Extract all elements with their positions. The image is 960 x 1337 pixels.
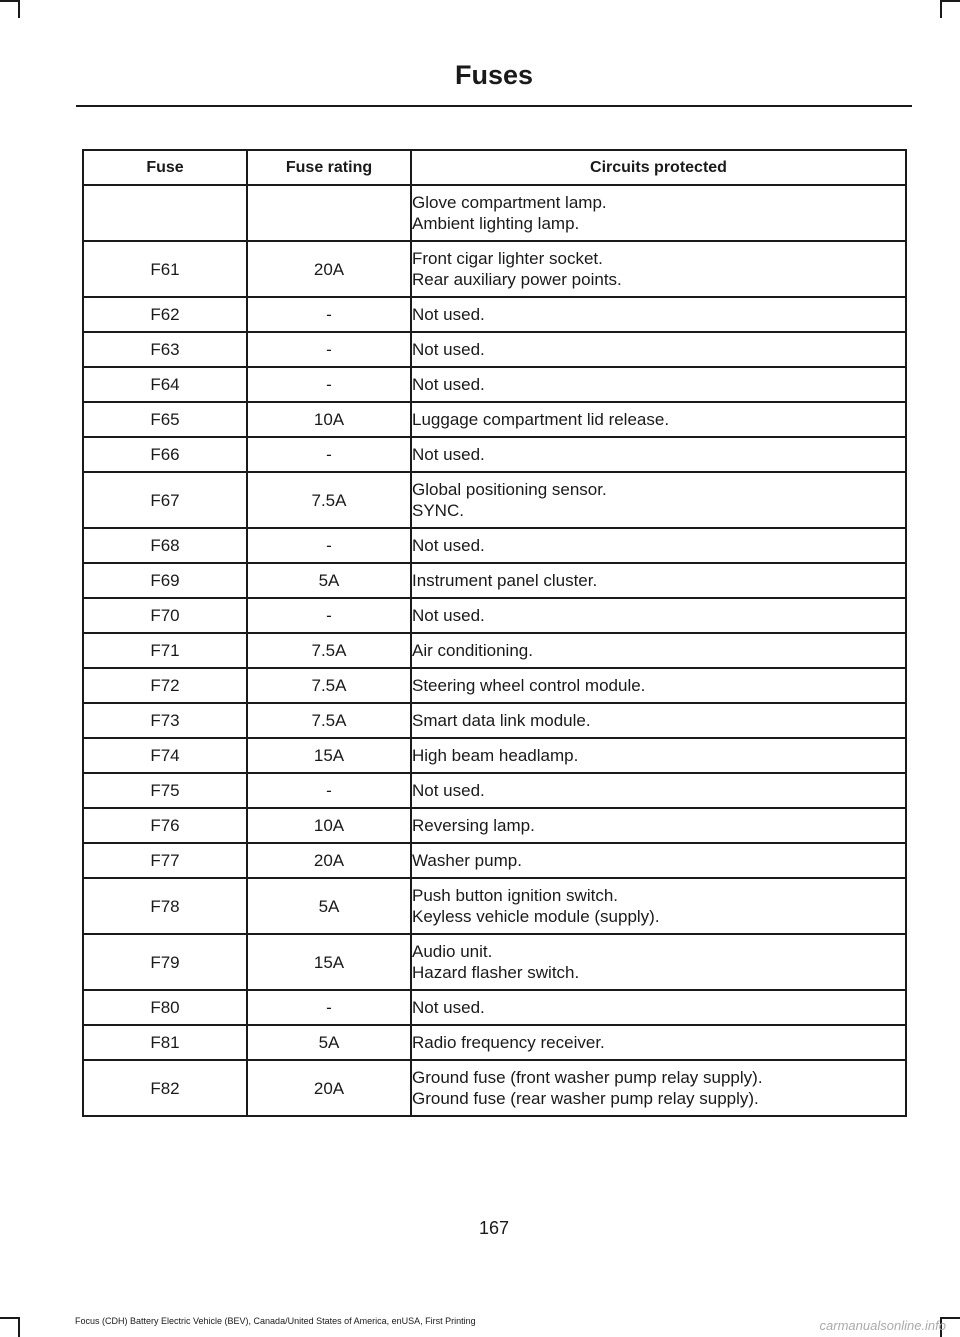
fuse-cell: F70 <box>83 598 247 633</box>
table-row <box>83 437 906 472</box>
circuit-line: Steering wheel control module. <box>412 676 646 695</box>
fuse-cell: F66 <box>83 437 247 472</box>
fuse-rating-cell: 10A <box>247 808 411 843</box>
circuits-protected-cell <box>411 934 906 990</box>
fuse-table-body <box>83 185 906 1116</box>
circuits-protected-cell <box>411 843 906 878</box>
crop-mark <box>940 0 942 18</box>
circuit-line: Not used. <box>412 375 485 394</box>
table-header-row <box>83 150 906 185</box>
fuse-rating-cell: 7.5A <box>247 703 411 738</box>
table-row <box>83 472 906 528</box>
table-row <box>83 738 906 773</box>
circuit-line: SYNC. <box>412 501 464 520</box>
fuse-cell: F76 <box>83 808 247 843</box>
fuse-rating-cell: 7.5A <box>247 633 411 668</box>
fuse-cell: F62 <box>83 297 247 332</box>
fuse-cell: F78 <box>83 878 247 934</box>
circuit-line: Reversing lamp. <box>412 816 535 835</box>
circuit-line: Luggage compartment lid release. <box>412 410 670 429</box>
circuit-line: Ground fuse (rear washer pump relay supply). <box>412 1089 759 1108</box>
crop-mark <box>18 0 20 18</box>
circuit-line: Washer pump. <box>412 851 522 870</box>
fuse-table <box>82 149 907 1117</box>
fuse-cell: F65 <box>83 402 247 437</box>
footer-text: Focus (CDH) Battery Electric Vehicle (BEV), Canada/United States of America, enUSA, First Printing <box>75 1316 476 1326</box>
fuse-rating-cell: 10A <box>247 402 411 437</box>
circuits-protected-cell <box>411 1060 906 1116</box>
fuse-rating-cell: 5A <box>247 1025 411 1060</box>
page-number: 167 <box>478 1218 510 1238</box>
table-row <box>83 241 906 297</box>
fuse-cell: F77 <box>83 843 247 878</box>
table-row <box>83 668 906 703</box>
circuits-protected-cell <box>411 185 906 241</box>
crop-mark <box>940 0 960 2</box>
table-row <box>83 332 906 367</box>
circuit-line: Rear auxiliary power points. <box>412 270 622 289</box>
fuse-cell: F74 <box>83 738 247 773</box>
circuit-line: Global positioning sensor. <box>412 480 607 499</box>
circuit-line: Not used. <box>412 606 485 625</box>
table-row <box>83 878 906 934</box>
fuse-rating-cell: 20A <box>247 241 411 297</box>
circuit-line: Push button ignition switch. <box>412 886 619 905</box>
circuits-protected-cell <box>411 773 906 808</box>
circuits-protected-cell <box>411 472 906 528</box>
circuits-protected-cell <box>411 878 906 934</box>
fuse-cell: F80 <box>83 990 247 1025</box>
page-title: Fuses <box>454 60 534 90</box>
fuse-cell: F69 <box>83 563 247 598</box>
fuse-rating-cell: 7.5A <box>247 668 411 703</box>
table-row <box>83 1025 906 1060</box>
table-row <box>83 773 906 808</box>
fuse-rating-cell: - <box>247 297 411 332</box>
circuits-protected-cell <box>411 563 906 598</box>
circuits-protected-cell <box>411 402 906 437</box>
fuse-cell: F67 <box>83 472 247 528</box>
fuse-cell: F61 <box>83 241 247 297</box>
circuits-protected-cell <box>411 437 906 472</box>
fuse-rating-cell: - <box>247 367 411 402</box>
circuit-line: High beam headlamp. <box>412 746 579 765</box>
circuit-line: Air conditioning. <box>412 641 533 660</box>
circuits-protected-cell <box>411 241 906 297</box>
header-rule <box>76 105 912 107</box>
circuits-protected-cell <box>411 332 906 367</box>
column-header-fuse: Fuse <box>83 150 247 185</box>
fuse-cell <box>83 185 247 241</box>
fuse-rating-cell: 20A <box>247 843 411 878</box>
circuit-line: Front cigar lighter socket. <box>412 249 603 268</box>
fuse-rating-cell: - <box>247 773 411 808</box>
circuit-line: Not used. <box>412 781 485 800</box>
table-row <box>83 563 906 598</box>
fuse-cell: F71 <box>83 633 247 668</box>
table-row <box>83 598 906 633</box>
circuits-protected-cell <box>411 738 906 773</box>
watermark: carmanualsonline.info <box>819 1318 946 1333</box>
fuse-rating-cell: 20A <box>247 1060 411 1116</box>
circuits-protected-cell <box>411 598 906 633</box>
circuits-protected-cell <box>411 297 906 332</box>
circuits-protected-cell <box>411 528 906 563</box>
table-row <box>83 367 906 402</box>
fuse-cell: F79 <box>83 934 247 990</box>
fuse-cell: F75 <box>83 773 247 808</box>
column-header-circuits-protected: Circuits protected <box>411 150 906 185</box>
circuit-line: Smart data link module. <box>412 711 591 730</box>
circuit-line: Ambient lighting lamp. <box>412 214 580 233</box>
circuits-protected-cell <box>411 367 906 402</box>
circuit-line: Not used. <box>412 445 485 464</box>
crop-mark <box>0 1317 20 1319</box>
fuse-cell: F73 <box>83 703 247 738</box>
fuse-cell: F81 <box>83 1025 247 1060</box>
circuit-line: Not used. <box>412 305 485 324</box>
fuse-rating-cell: - <box>247 332 411 367</box>
circuit-line: Glove compartment lamp. <box>412 193 607 212</box>
fuse-cell: F68 <box>83 528 247 563</box>
circuit-line: Radio frequency receiver. <box>412 1033 605 1052</box>
fuse-rating-cell: - <box>247 598 411 633</box>
circuits-protected-cell <box>411 808 906 843</box>
table-row <box>83 1060 906 1116</box>
crop-mark <box>18 1319 20 1337</box>
column-header-fuse-rating: Fuse rating <box>247 150 411 185</box>
fuse-rating-cell: 7.5A <box>247 472 411 528</box>
fuse-rating-cell: - <box>247 990 411 1025</box>
circuits-protected-cell <box>411 703 906 738</box>
table-row <box>83 402 906 437</box>
circuit-line: Ground fuse (front washer pump relay supply). <box>412 1068 763 1087</box>
circuits-protected-cell <box>411 668 906 703</box>
fuse-rating-cell: 5A <box>247 878 411 934</box>
table-row <box>83 843 906 878</box>
fuse-cell: F72 <box>83 668 247 703</box>
fuse-rating-cell: 15A <box>247 934 411 990</box>
fuse-rating-cell: 15A <box>247 738 411 773</box>
fuse-cell: F64 <box>83 367 247 402</box>
circuits-protected-cell <box>411 633 906 668</box>
table-row <box>83 633 906 668</box>
table-row <box>83 185 906 241</box>
table-row <box>83 297 906 332</box>
crop-mark <box>0 0 20 2</box>
circuits-protected-cell <box>411 990 906 1025</box>
fuse-cell: F63 <box>83 332 247 367</box>
table-row <box>83 703 906 738</box>
circuit-line: Not used. <box>412 536 485 555</box>
fuse-cell: F82 <box>83 1060 247 1116</box>
circuit-line: Keyless vehicle module (supply). <box>412 907 660 926</box>
fuse-rating-cell: - <box>247 528 411 563</box>
table-row <box>83 934 906 990</box>
circuit-line: Not used. <box>412 340 485 359</box>
fuse-rating-cell: - <box>247 437 411 472</box>
circuits-protected-cell <box>411 1025 906 1060</box>
table-row <box>83 808 906 843</box>
circuit-line: Hazard flasher switch. <box>412 963 580 982</box>
table-row <box>83 528 906 563</box>
fuse-rating-cell <box>247 185 411 241</box>
circuit-line: Audio unit. <box>412 942 493 961</box>
fuse-rating-cell: 5A <box>247 563 411 598</box>
circuit-line: Instrument panel cluster. <box>412 571 598 590</box>
circuit-line: Not used. <box>412 998 485 1017</box>
table-row <box>83 990 906 1025</box>
